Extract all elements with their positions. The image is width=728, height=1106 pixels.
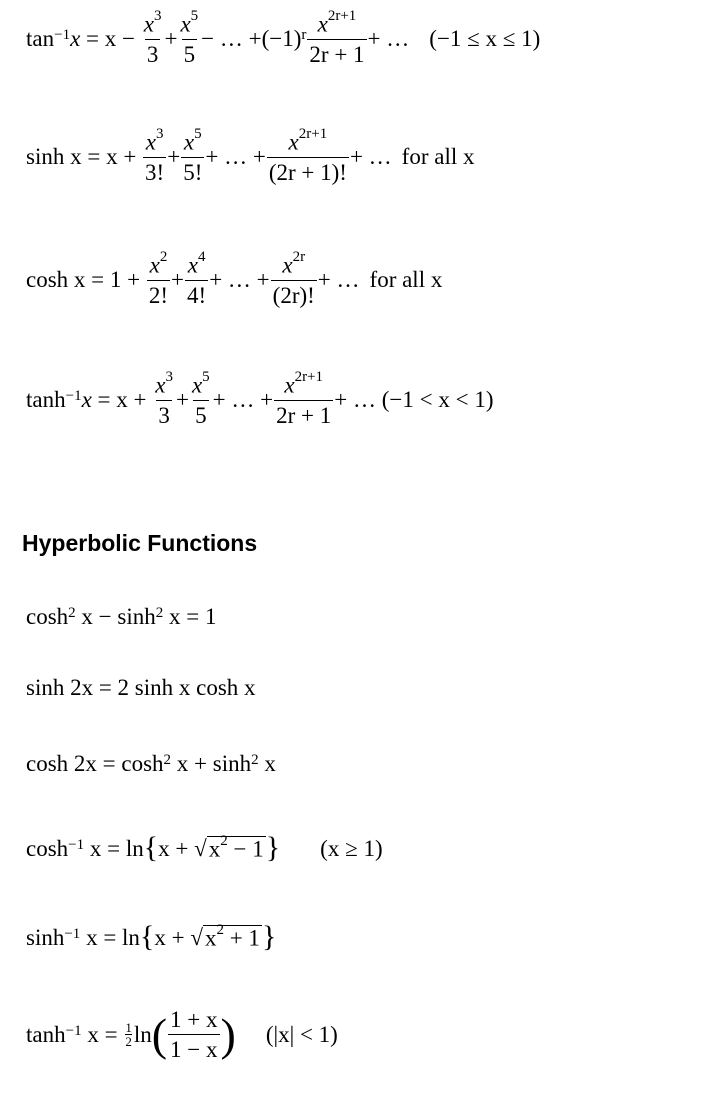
cosh-term1: $\frac{x^2}{2!}$ [148, 249, 169, 308]
section-heading: Hyperbolic Functions [22, 530, 258, 556]
artanh-condition: (|x| < 1) [265, 1022, 338, 1047]
sinh-term1: $\frac{x^3}{3!}$ [145, 126, 165, 185]
sinh-general-term: $\frac{x^{2r+1}}{(2r + 1)!}$ [268, 126, 347, 185]
cosh-series [26, 249, 443, 308]
cosh-tail: + … [317, 267, 360, 293]
atanh-lhs-sup: −1 [65, 388, 82, 405]
identity-cosh-double: cosh 2x = cosh $^2$ x + sinh $^2$ x [26, 751, 276, 776]
sqrt-symbol: √ $x^2 - 1$ [194, 832, 264, 862]
sinh-mid: + … + [205, 144, 266, 170]
atanh-lhs: tanh [26, 387, 66, 413]
sinh-lhs: sinh x [26, 144, 82, 170]
atanh-term2: $\frac{x^5}{5}$ [191, 369, 210, 428]
sinh-term2: $\frac{x^5}{5!}$ [183, 126, 203, 185]
atan-term1: $\frac{x^3}{3}$ [143, 8, 162, 67]
atanh-general-term: $\frac{x^{2r+1}}{2r + 1}$ [276, 369, 332, 428]
atan-lhs-sup: −1 [54, 27, 71, 44]
atan-condition: (−1 ≤ x ≤ 1) [429, 26, 541, 52]
cosh-lead: = 1 + [85, 267, 146, 293]
arcosh-condition: (x ≥ 1) [320, 835, 383, 861]
sinh-series [26, 126, 475, 185]
half-fraction: $\frac{1}{2}$ [125, 1020, 132, 1049]
cosh-condition: for all x [369, 267, 443, 293]
atan-tail: + … [367, 26, 410, 52]
atanh-op1: + [175, 387, 189, 413]
identity-arsinh: sinh $^{-1}$ x = ln { x + √ $x^2 + 1$ } [26, 920, 277, 953]
atan-term2: $\frac{x^5}{5}$ [180, 8, 199, 67]
atan-lhs: tan [26, 26, 55, 52]
identity-pythagorean: cosh $^2$ x − sinh $^2$ x = 1 [26, 604, 217, 629]
cosh-general-term: $\frac{x^{2r}}{(2r)!}$ [272, 249, 315, 308]
sinh-op1: + [167, 144, 181, 170]
atanh-tail: + … [334, 387, 382, 413]
cosh-mid: + … + [209, 267, 270, 293]
atan-mid-sup: r [301, 27, 307, 44]
sinh-condition: for all x [401, 144, 475, 170]
atan-var: x [70, 26, 81, 52]
atanh-series [26, 369, 494, 428]
sinh-lead: = x + [81, 144, 143, 170]
cosh-op1: + [171, 267, 185, 293]
atanh-term1: $\frac{x^3}{3}$ [155, 369, 173, 428]
artanh-fraction: $\frac{1 + x}{1 - x}$ [170, 1007, 218, 1062]
atan-lead: = x − [80, 26, 141, 52]
identity-sinh-double: sinh 2x = 2 sinh x cosh x [26, 675, 256, 700]
identity-artanh-log: tanh $^{-1}$ x = $\frac{1}{2}$ ln ( $\frac{1 + x}{1 - x}$ ) (|x| < 1) [26, 1007, 338, 1062]
atanh-lead: = x + [91, 387, 153, 413]
cosh-lhs: cosh x [26, 267, 86, 293]
atan-mid: − … +(−1) [201, 26, 302, 52]
atanh-var: x [81, 387, 92, 413]
identity-arcosh: cosh $^{-1}$ x = ln { x + √ $x^2 - 1$ } (x ≥ 1) [26, 831, 383, 864]
atan-series [26, 8, 541, 67]
atanh-condition: (−1 < x < 1) [381, 387, 494, 413]
atan-op1: + [164, 26, 178, 52]
sqrt-symbol: √ $x^2 + 1$ [190, 921, 260, 951]
cosh-term2: $\frac{x^4}{4!}$ [187, 249, 207, 308]
atanh-mid: + … + [212, 387, 274, 413]
sinh-tail: + … [349, 144, 392, 170]
atan-general-term: $\frac{x^{2r+1}}{2r + 1}$ [309, 8, 365, 67]
